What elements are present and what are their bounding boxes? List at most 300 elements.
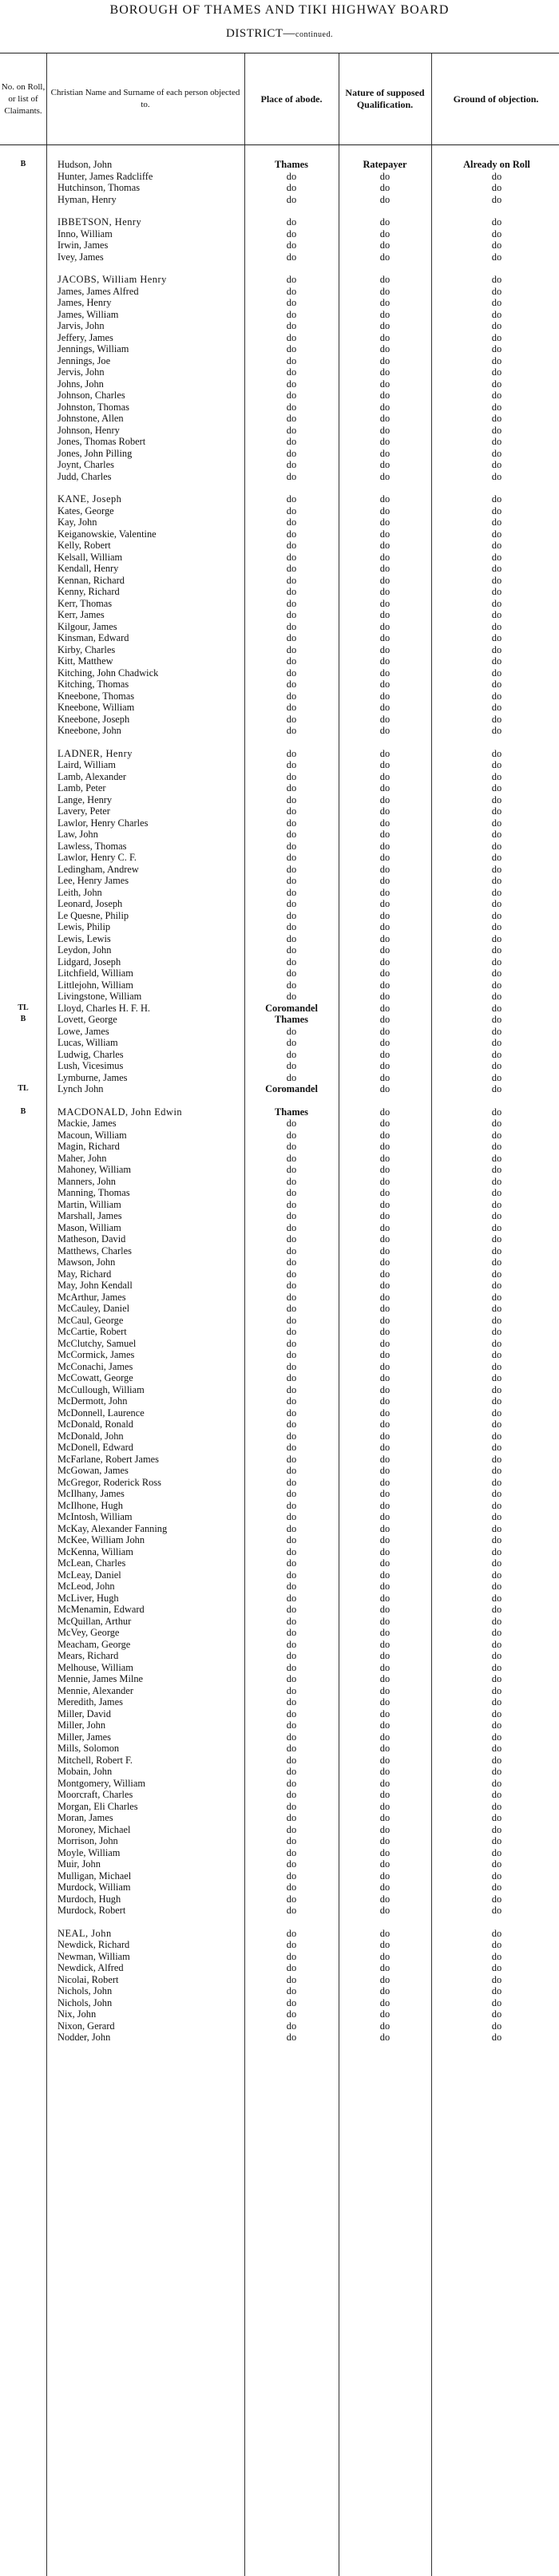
person-name: KANE, Joseph: [57, 493, 122, 505]
ground-of-objection: do: [491, 944, 502, 956]
qualification: do: [379, 1280, 391, 1291]
place-of-abode: do: [286, 1360, 297, 1372]
qualification: do: [379, 1569, 391, 1581]
place-of-abode: do: [286, 1962, 297, 1973]
place-of-abode: do: [286, 770, 297, 782]
person-name: Magin, Richard: [57, 1141, 120, 1152]
ground-of-objection: do: [491, 424, 502, 436]
qualification: Ratepayer: [363, 159, 407, 170]
table-row: [0, 1951, 559, 1963]
place-of-abode: do: [286, 274, 297, 285]
ground-of-objection: do: [491, 1581, 502, 1592]
person-name: Murdock, Robert: [57, 1905, 126, 1916]
table-row: [0, 1962, 559, 1974]
place-of-abode: do: [286, 459, 297, 470]
table-row: [0, 378, 559, 390]
place-of-abode: do: [286, 251, 297, 263]
qualification: do: [379, 401, 391, 413]
ground-of-objection: do: [491, 1950, 502, 1962]
ground-of-objection: do: [491, 1488, 502, 1499]
person-name: Moroney, Michael: [57, 1823, 131, 1835]
ground-of-objection: do: [491, 863, 502, 875]
person-name: Nixon, Gerard: [57, 2020, 115, 2032]
person-name: Kneebone, Joseph: [57, 713, 130, 725]
place-of-abode: Thames: [275, 159, 308, 170]
table-row: [0, 1500, 559, 1512]
ground-of-objection: do: [491, 1233, 502, 1244]
qualification: do: [379, 1985, 391, 1996]
place-of-abode: do: [286, 413, 297, 424]
qualification: do: [379, 285, 391, 297]
table-row: [0, 598, 559, 610]
qualification: do: [379, 1581, 391, 1592]
ground-of-objection: do: [491, 285, 502, 297]
place-of-abode: do: [286, 852, 297, 863]
ground-of-objection: do: [491, 1337, 502, 1349]
place-of-abode: do: [286, 1476, 297, 1488]
table-row: [0, 991, 559, 1003]
ground-of-objection: do: [491, 1766, 502, 1777]
table-row: [0, 1627, 559, 1639]
place-of-abode: do: [286, 1557, 297, 1569]
place-of-abode: do: [286, 401, 297, 413]
qualification: do: [379, 308, 391, 320]
qualification: do: [379, 1233, 391, 1244]
qualification: do: [379, 228, 391, 239]
table-row: [0, 413, 559, 425]
person-name: McLeod, John: [57, 1581, 115, 1592]
person-name: Moran, James: [57, 1812, 113, 1823]
qualification: do: [379, 436, 391, 447]
ground-of-objection: do: [491, 1684, 502, 1696]
qualification: do: [379, 1152, 391, 1164]
place-of-abode: do: [286, 863, 297, 875]
qualification: do: [379, 1789, 391, 1800]
place-of-abode: do: [286, 1442, 297, 1453]
qualification: do: [379, 632, 391, 643]
qualification: do: [379, 829, 391, 840]
table-row: [0, 794, 559, 806]
qualification: do: [379, 574, 391, 586]
qualification: do: [379, 1846, 391, 1858]
qualification: do: [379, 297, 391, 308]
ground-of-objection: do: [491, 667, 502, 679]
place-of-abode: do: [286, 366, 297, 378]
place-of-abode: do: [286, 1534, 297, 1545]
ground-of-objection: do: [491, 1244, 502, 1256]
person-name: Jervis, John: [57, 366, 105, 378]
table-row: [0, 343, 559, 355]
qualification: do: [379, 679, 391, 690]
person-name: Lange, Henry: [57, 793, 113, 805]
person-name: Littlejohn, William: [57, 979, 133, 991]
place-of-abode: do: [286, 2020, 297, 2032]
qualification: do: [379, 1870, 391, 1882]
table-row: [0, 1003, 559, 1015]
qualification: do: [379, 1244, 391, 1256]
place-of-abode: do: [286, 563, 297, 574]
place-of-abode: do: [286, 967, 297, 979]
qualification: do: [379, 320, 391, 331]
qualification: do: [379, 2008, 391, 2020]
table-row: [0, 1974, 559, 1986]
place-of-abode: do: [286, 2032, 297, 2043]
ground-of-objection: do: [491, 401, 502, 413]
person-name: Lush, Vicesimus: [57, 1060, 124, 1071]
table-row: [0, 1049, 559, 1061]
person-name: Mahoney, William: [57, 1164, 132, 1175]
header-name: Christian Name and Surname of each person objected to.: [50, 88, 240, 109]
ground-of-objection: do: [491, 1534, 502, 1545]
person-name: Leydon, John: [57, 944, 112, 956]
table-row: [0, 1407, 559, 1419]
qualification: do: [379, 1048, 391, 1060]
qualification: do: [379, 1476, 391, 1488]
qualification: do: [379, 1175, 391, 1187]
person-name: Nicolai, Robert: [57, 1973, 119, 1985]
place-of-abode: do: [286, 921, 297, 932]
place-of-abode: Thames: [275, 1106, 308, 1118]
qualification: do: [379, 782, 391, 793]
place-of-abode: do: [286, 470, 297, 482]
place-of-abode: do: [286, 1800, 297, 1812]
table-row: [0, 1442, 559, 1454]
place-of-abode: do: [286, 875, 297, 886]
person-name: Jones, John Pilling: [57, 447, 133, 459]
qualification: do: [379, 1198, 391, 1210]
ground-of-objection: do: [491, 251, 502, 263]
person-name: LADNER, Henry: [57, 747, 133, 759]
table-row: [0, 1014, 559, 1026]
table-row: [0, 979, 559, 991]
objection-table: [0, 53, 559, 2576]
table-row: [0, 1939, 559, 1951]
qualification: do: [379, 1777, 391, 1789]
place-of-abode: do: [286, 1661, 297, 1673]
person-name: Law, John: [57, 829, 98, 840]
place-of-abode: do: [286, 991, 297, 1002]
person-name: Lee, Henry James: [57, 875, 129, 886]
subtitle-text: DISTRICT—: [226, 27, 296, 40]
person-name: Kelly, Robert: [57, 540, 111, 551]
person-name: McKenna, William: [57, 1545, 133, 1557]
qualification: do: [379, 1766, 391, 1777]
person-name: Jarvis, John: [57, 320, 105, 331]
table-row: [0, 2008, 559, 2020]
qualification: do: [379, 1002, 391, 1014]
place-of-abode: do: [286, 840, 297, 852]
place-of-abode: do: [286, 436, 297, 447]
ground-of-objection: do: [491, 909, 502, 921]
qualification: do: [379, 1164, 391, 1175]
qualification: do: [379, 493, 391, 505]
qualification: do: [379, 528, 391, 540]
place-of-abode: do: [286, 956, 297, 967]
place-of-abode: do: [286, 1950, 297, 1962]
ground-of-objection: do: [491, 193, 502, 205]
qualification: do: [379, 1442, 391, 1453]
person-name: Johnston, Thomas: [57, 401, 129, 413]
person-name: McCartie, Robert: [57, 1326, 127, 1337]
qualification: do: [379, 343, 391, 354]
ground-of-objection: do: [491, 1025, 502, 1037]
table-row: [0, 1985, 559, 1997]
place-of-abode: do: [286, 817, 297, 829]
table-row: [0, 1708, 559, 1720]
place-of-abode: do: [286, 1650, 297, 1661]
place-of-abode: do: [286, 1627, 297, 1638]
ground-of-objection: do: [491, 1905, 502, 1916]
ground-of-objection: do: [491, 1152, 502, 1164]
table-row: [0, 748, 559, 760]
place-of-abode: do: [286, 1522, 297, 1534]
ground-of-objection: do: [491, 1118, 502, 1129]
place-of-abode: do: [286, 1291, 297, 1303]
place-of-abode: do: [286, 1071, 297, 1083]
person-name: Lucas, William: [57, 1037, 118, 1048]
place-of-abode: do: [286, 1638, 297, 1650]
place-of-abode: do: [286, 1221, 297, 1233]
ground-of-objection: do: [491, 2008, 502, 2020]
qualification: do: [379, 1071, 391, 1083]
place-of-abode: do: [286, 182, 297, 193]
person-name: McCauley, Daniel: [57, 1303, 130, 1314]
table-row: [0, 1164, 559, 1176]
ground-of-objection: do: [491, 1800, 502, 1812]
place-of-abode: do: [286, 886, 297, 898]
ground-of-objection: do: [491, 1893, 502, 1905]
place-of-abode: do: [286, 909, 297, 921]
table-row: [0, 1292, 559, 1304]
table-row: [0, 1222, 559, 1234]
qualification: do: [379, 1372, 391, 1383]
person-name: Nodder, John: [57, 2032, 111, 2043]
ground-of-objection: do: [491, 1175, 502, 1187]
place-of-abode: do: [286, 1268, 297, 1280]
place-of-abode: do: [286, 1372, 297, 1383]
person-name: Jennings, William: [57, 343, 129, 354]
person-name: Ledingham, Andrew: [57, 863, 139, 875]
qualification: do: [379, 1638, 391, 1650]
place-of-abode: do: [286, 1615, 297, 1627]
person-name: Montgomery, William: [57, 1777, 145, 1789]
place-of-abode: do: [286, 551, 297, 563]
table-row: [0, 898, 559, 910]
person-name: Nichols, John: [57, 1985, 113, 1996]
table-row: [0, 575, 559, 587]
ground-of-objection: do: [491, 274, 502, 285]
person-name: Livingstone, William: [57, 991, 142, 1002]
ground-of-objection: do: [491, 1395, 502, 1407]
qualification: do: [379, 1419, 391, 1430]
person-name: Hudson, John: [57, 159, 113, 170]
qualification: do: [379, 1927, 391, 1939]
person-name: Matthews, Charles: [57, 1244, 132, 1256]
table-row: [0, 609, 559, 621]
table-row: [0, 1280, 559, 1292]
ground-of-objection: do: [491, 690, 502, 702]
ground-of-objection: do: [491, 551, 502, 563]
person-name: McArthur, James: [57, 1291, 126, 1303]
place-of-abode: do: [286, 1696, 297, 1707]
qualification: do: [379, 1221, 391, 1233]
table-row: [0, 251, 559, 263]
ground-of-objection: do: [491, 793, 502, 805]
table-row: [0, 644, 559, 656]
place-of-abode: do: [286, 1777, 297, 1789]
table-row: [0, 921, 559, 933]
ground-of-objection: do: [491, 1696, 502, 1707]
qualification: do: [379, 1014, 391, 1025]
person-name: McKee, William John: [57, 1534, 145, 1545]
ground-of-objection: do: [491, 1221, 502, 1233]
person-name: Kennan, Richard: [57, 574, 125, 586]
person-name: Meacham, George: [57, 1638, 131, 1650]
roll-code: B: [20, 1106, 26, 1116]
ground-of-objection: do: [491, 447, 502, 459]
place-of-abode: do: [286, 1430, 297, 1442]
place-of-abode: do: [286, 1037, 297, 1048]
table-row: [0, 1593, 559, 1605]
qualification: do: [379, 852, 391, 863]
person-name: Nichols, John: [57, 1996, 113, 2008]
person-name: McConachi, James: [57, 1360, 133, 1372]
qualification: do: [379, 667, 391, 679]
roll-code: TL: [18, 1003, 29, 1012]
place-of-abode: do: [286, 702, 297, 713]
table-row: [0, 1731, 559, 1743]
place-of-abode: do: [286, 793, 297, 805]
table-row: [0, 1083, 559, 1095]
person-name: Kirby, Charles: [57, 643, 116, 655]
place-of-abode: do: [286, 979, 297, 991]
qualification: do: [379, 1060, 391, 1071]
qualification: do: [379, 1360, 391, 1372]
person-name: McLeay, Daniel: [57, 1569, 121, 1581]
ground-of-objection: do: [491, 436, 502, 447]
ground-of-objection: do: [491, 1882, 502, 1893]
ground-of-objection: do: [491, 1083, 502, 1094]
qualification: do: [379, 1488, 391, 1499]
table-row: [0, 702, 559, 714]
header-objection: Ground of objection.: [453, 93, 539, 105]
table-row: [0, 1303, 559, 1315]
person-name: Melhouse, William: [57, 1661, 133, 1673]
person-name: Lamb, Alexander: [57, 770, 127, 782]
qualification: do: [379, 274, 391, 285]
table-row: [0, 516, 559, 528]
table-row: [0, 632, 559, 644]
ground-of-objection: do: [491, 505, 502, 516]
table-row: [0, 910, 559, 922]
ground-of-objection: do: [491, 1627, 502, 1638]
ground-of-objection: do: [491, 378, 502, 390]
person-name: Miller, David: [57, 1707, 111, 1719]
table-row: [0, 887, 559, 899]
place-of-abode: do: [286, 1545, 297, 1557]
table-row: [0, 402, 559, 414]
qualification: do: [379, 516, 391, 528]
place-of-abode: do: [286, 944, 297, 956]
person-name: JACOBS, William Henry: [57, 274, 167, 285]
ground-of-objection: do: [491, 805, 502, 817]
qualification: do: [379, 1627, 391, 1638]
table-row: [0, 1454, 559, 1466]
place-of-abode: do: [286, 1569, 297, 1581]
place-of-abode: do: [286, 1789, 297, 1800]
table-row: [0, 714, 559, 726]
table-row: [0, 1187, 559, 1199]
person-name: Kerr, James: [57, 609, 105, 620]
place-of-abode: do: [286, 1719, 297, 1731]
person-name: Kitching, Thomas: [57, 679, 129, 690]
qualification: do: [379, 1465, 391, 1476]
place-of-abode: do: [286, 655, 297, 667]
roll-code: B: [20, 160, 26, 168]
place-of-abode: do: [286, 1684, 297, 1696]
qualification: do: [379, 967, 391, 979]
qualification: do: [379, 1210, 391, 1221]
place-of-abode: do: [286, 1973, 297, 1985]
ground-of-objection: do: [491, 632, 502, 643]
table-row: [0, 182, 559, 194]
ground-of-objection: do: [491, 979, 502, 991]
ground-of-objection: do: [491, 459, 502, 470]
table-row: [0, 1847, 559, 1859]
qualification: do: [379, 1962, 391, 1973]
place-of-abode: do: [286, 170, 297, 182]
table-row: [0, 1928, 559, 1940]
ground-of-objection: do: [491, 1164, 502, 1175]
table-row: [0, 667, 559, 679]
header-abode: Place of abode.: [260, 93, 323, 105]
table-row: [0, 1905, 559, 1917]
table-row: [0, 1256, 559, 1268]
ground-of-objection: do: [491, 886, 502, 898]
qualification: do: [379, 655, 391, 667]
table-row: [0, 1801, 559, 1813]
place-of-abode: do: [286, 1835, 297, 1846]
place-of-abode: do: [286, 586, 297, 597]
qualification: do: [379, 1430, 391, 1442]
qualification: do: [379, 1037, 391, 1048]
ground-of-objection: do: [491, 1823, 502, 1835]
person-name: MACDONALD, John Edwin: [57, 1106, 183, 1118]
table-row: [0, 309, 559, 321]
table-row: [0, 829, 559, 841]
place-of-abode: do: [286, 1210, 297, 1221]
person-name: Kenny, Richard: [57, 586, 120, 597]
place-of-abode: Coromandel: [265, 1002, 318, 1014]
table-row: [0, 1026, 559, 1038]
table-row: [0, 1465, 559, 1477]
person-name: Kinsman, Edward: [57, 632, 129, 643]
person-name: Leonard, Joseph: [57, 898, 123, 909]
qualification: do: [379, 1326, 391, 1337]
qualification: do: [379, 1129, 391, 1141]
person-name: Lowe, James: [57, 1025, 109, 1037]
ground-of-objection: do: [491, 1499, 502, 1511]
place-of-abode: do: [286, 620, 297, 632]
qualification: do: [379, 424, 391, 436]
place-of-abode: do: [286, 667, 297, 679]
ground-of-objection: do: [491, 1014, 502, 1025]
person-name: Lawlor, Henry Charles: [57, 817, 149, 829]
qualification: do: [379, 1684, 391, 1696]
qualification: do: [379, 805, 391, 817]
qualification: do: [379, 759, 391, 770]
place-of-abode: do: [286, 932, 297, 944]
